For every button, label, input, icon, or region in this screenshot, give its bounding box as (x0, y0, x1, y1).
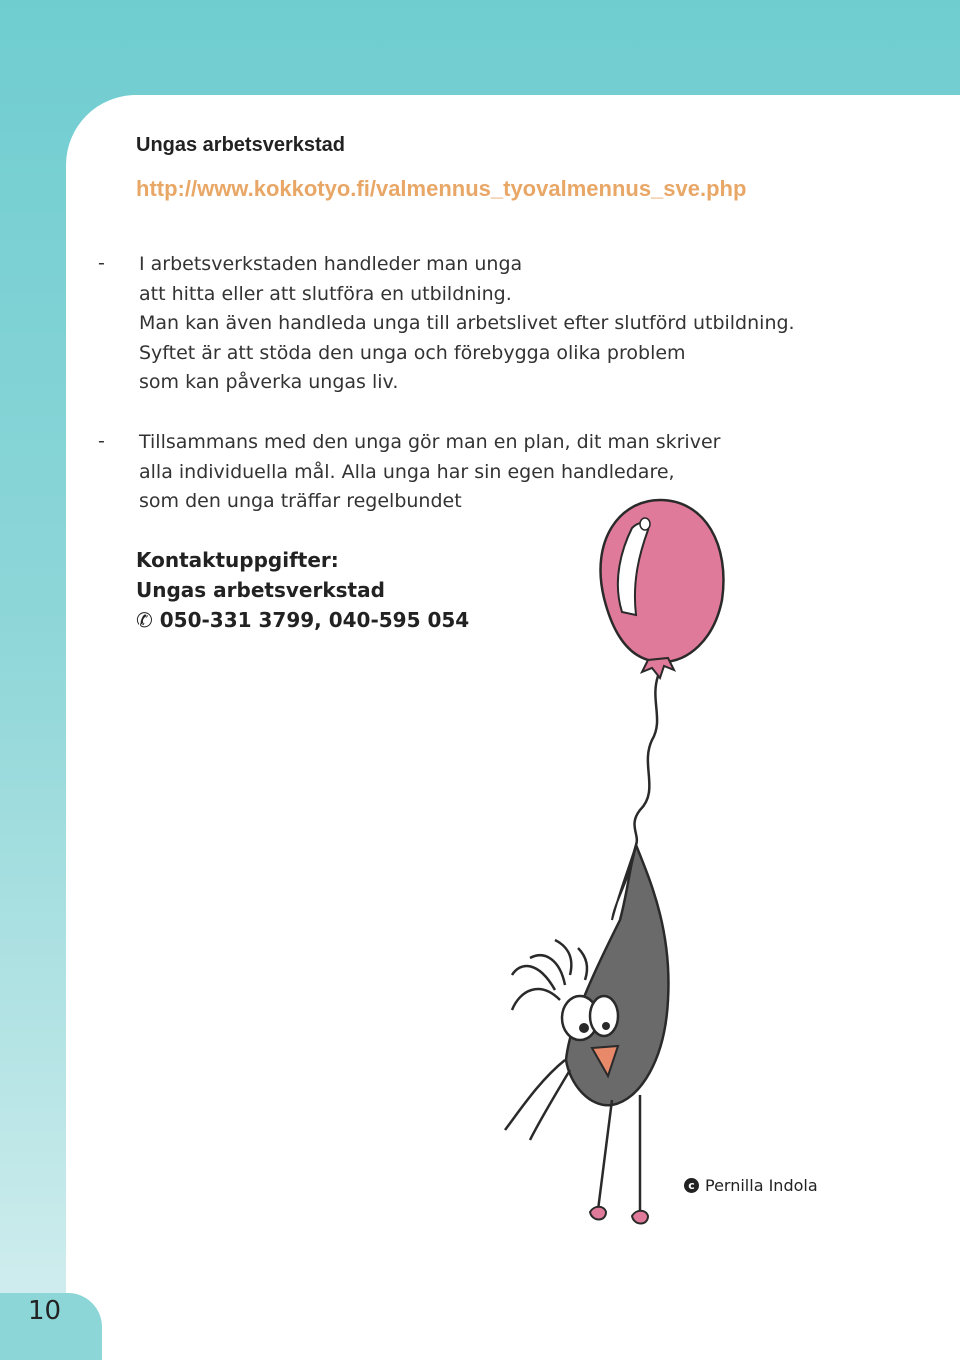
text-line: att hitta eller att slutföra en utbildning. (139, 282, 512, 305)
bullet-marker: - (98, 430, 105, 452)
text-line: I arbetsverkstaden handleder man unga (139, 253, 523, 275)
text-line: alla individuella mål. Alla unga har sin egen handledare, (139, 460, 675, 483)
text-line: Tillsammans med den unga gör man en plan, dit man skriver (139, 431, 721, 453)
copyright-icon: c (684, 1178, 699, 1193)
text-line: som kan påverka ungas liv. (139, 371, 399, 393)
page-number: 10 (28, 1296, 62, 1326)
bird-icon (505, 845, 668, 1224)
text-line: Syftet är att stöda den unga och förebygga olika problem (139, 341, 686, 364)
telephone-icon: ✆ (136, 608, 153, 632)
contact-name: Ungas arbetsverkstad (136, 578, 385, 602)
balloon-icon (601, 500, 724, 845)
illustration-credit (684, 1176, 818, 1195)
text-line: som den unga träffar regelbundet (139, 490, 462, 512)
page-title: Ungas arbetsverkstad (136, 134, 345, 156)
bullet-marker: - (98, 252, 105, 274)
contact-heading: Kontaktuppgifter: (136, 548, 339, 572)
credit-name: Pernilla Indola (705, 1176, 818, 1195)
website-link[interactable]: http://www.kokkotyo.fi/valmennus_tyovalmennus_sve.php (136, 176, 747, 201)
phone-numbers: 050-331 3799, 040-595 054 (159, 608, 470, 632)
text-line: Man kan även handleda unga till arbetslivet efter slutförd utbildning. (139, 312, 795, 334)
